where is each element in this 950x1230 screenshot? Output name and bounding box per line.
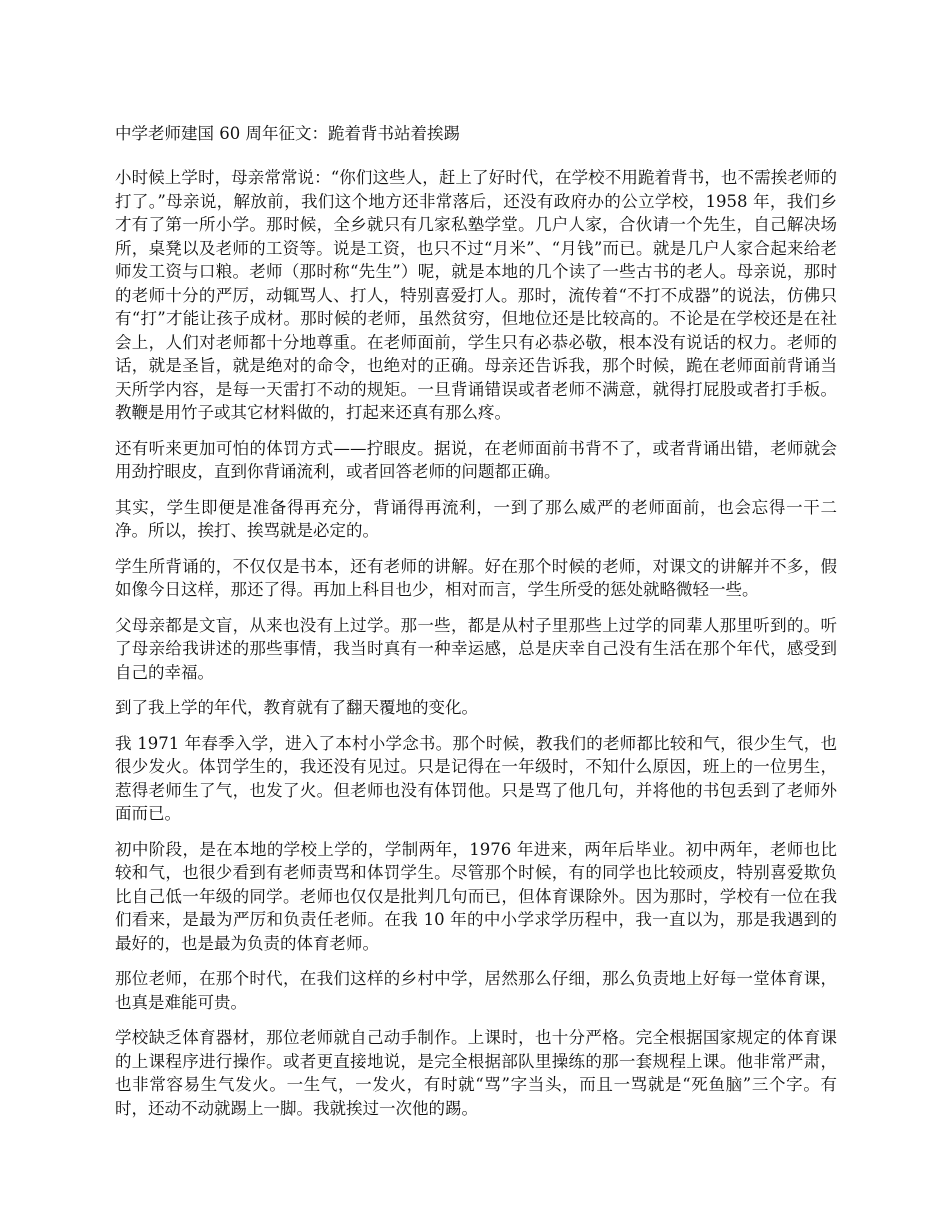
paragraph-5: 父母亲都是文盲，从来也没有上过学。那一些，都是从村子里那些上过学的同辈人那里听到的。听了母亲给我讲述的那些事情，我当时真有一种幸运感，总是庆幸自己没有生活在那个年代，感受到自己的幸福。: [115, 615, 837, 682]
paragraph-8: 初中阶段，是在本地的学校上学的，学制两年，1976 年进来，两年后毕业。初中两年，老师也比较和气，也很少看到有老师责骂和体罚学生。尽管那个时候，有的同学也比较顽皮，特别喜爱欺负比自己低一年级的同学。老师也仅仅是批判几句而已，但体育课除外。因为那时，学校有一位在我们看来，是最为严厉和负责任老师。在我 10 年的中小学求学历程中，我一直以为，那是我遇到的最好的，也是最为负责的体育老师。: [115, 839, 837, 953]
paragraph-4: 学生所背诵的，不仅仅是书本，还有老师的讲解。好在那个时候的老师，对课文的讲解并不多，假如像今日这样，那还了得。再加上科目也少，相对而言，学生所受的惩处就略微轻一些。: [115, 556, 837, 599]
paragraph-9: 那位老师，在那个时代，在我们这样的乡村中学，居然那么仔细，那么负责地上好每一堂体育课，也真是难能可贵。: [115, 969, 837, 1012]
paragraph-7: 我 1971 年春季入学，进入了本村小学念书。那个时候，教我们的老师都比较和气，很少生气，也很少发火。体罚学生的，我还没有见过。只是记得在一年级时，不知什么原因，班上的一位男生，惹得老师生了气，也发了火。但老师也没有体罚他。只是骂了他几句，并将他的书包丢到了老师外面而已。: [115, 733, 837, 823]
document-page: [115, 122, 837, 1132]
paragraph-6: 到了我上学的年代，教育就有了翻天覆地的变化。: [115, 698, 478, 717]
paragraph-3: 其实，学生即便是准备得再充分，背诵得再流利，一到了那么威严的老师面前，也会忘得一干二净。所以，挨打、挨骂就是必定的。: [115, 497, 837, 540]
document-title: 中学老师建国 60 周年征文：跪着背书站着挨踢: [115, 124, 460, 143]
paragraph-2: 还有听来更加可怕的体罚方式——拧眼皮。据说，在老师面前书背不了，或者背诵出错，老师就会用劲拧眼皮，直到你背诵流利，或者回答老师的问题都正确。: [115, 438, 837, 481]
paragraph-10: 学校缺乏体育器材，那位老师就自己动手制作。上课时，也十分严格。完全根据国家规定的体育课的上课程序进行操作。或者更直接地说，是完全根据部队里操练的那一套规程上课。他非常严肃，也非常容易生气发火。一生气，一发火，有时就“骂”字当头，而且一骂就是“死鱼脑”三个字。有时，还动不动就踢上一脚。我就挨过一次他的踢。: [115, 1028, 837, 1118]
paragraph-1: 小时候上学时，母亲常常说：“你们这些人，赶上了好时代，在学校不用跪着背书，也不需挨老师的打了。”母亲说，解放前，我们这个地方还非常落后，还没有政府办的公立学校，1958 年，我们乡才有了第一所小学。那时候，全乡就只有几家私塾学堂。几户人家，合伙请一个先生，自己解决场所，桌凳以及老师的工资等。说是工资，也只不过“月米”、“月钱”而已。就是几户人家合起来给老师发工资与口粮。老师（那时称“先生”）呢，就是本地的几个读了一些古书的老人。母亲说，那时的老师十分的严厉，动辄骂人、打人，特别喜爱打人。那时，流传着“不打不成器”的说法，仿佛只有“打”才能让孩子成材。那时候的老师，虽然贫穷，但地位还是比较高的。不论是在学校还是在社会上，人们对老师都十分地尊重。在老师面前，学生只有必恭必敬，根本没有说话的权力。老师的话，就是圣旨，就是绝对的命令，也绝对的正确。母亲还告诉我，那个时候，跪在老师面前背诵当天所学内容，是每一天雷打不动的规矩。一旦背诵错误或者老师不满意，就得打屁股或者打手板。教鞭是用竹子或其它材料做的，打起来还真有那么疼。: [115, 168, 837, 422]
